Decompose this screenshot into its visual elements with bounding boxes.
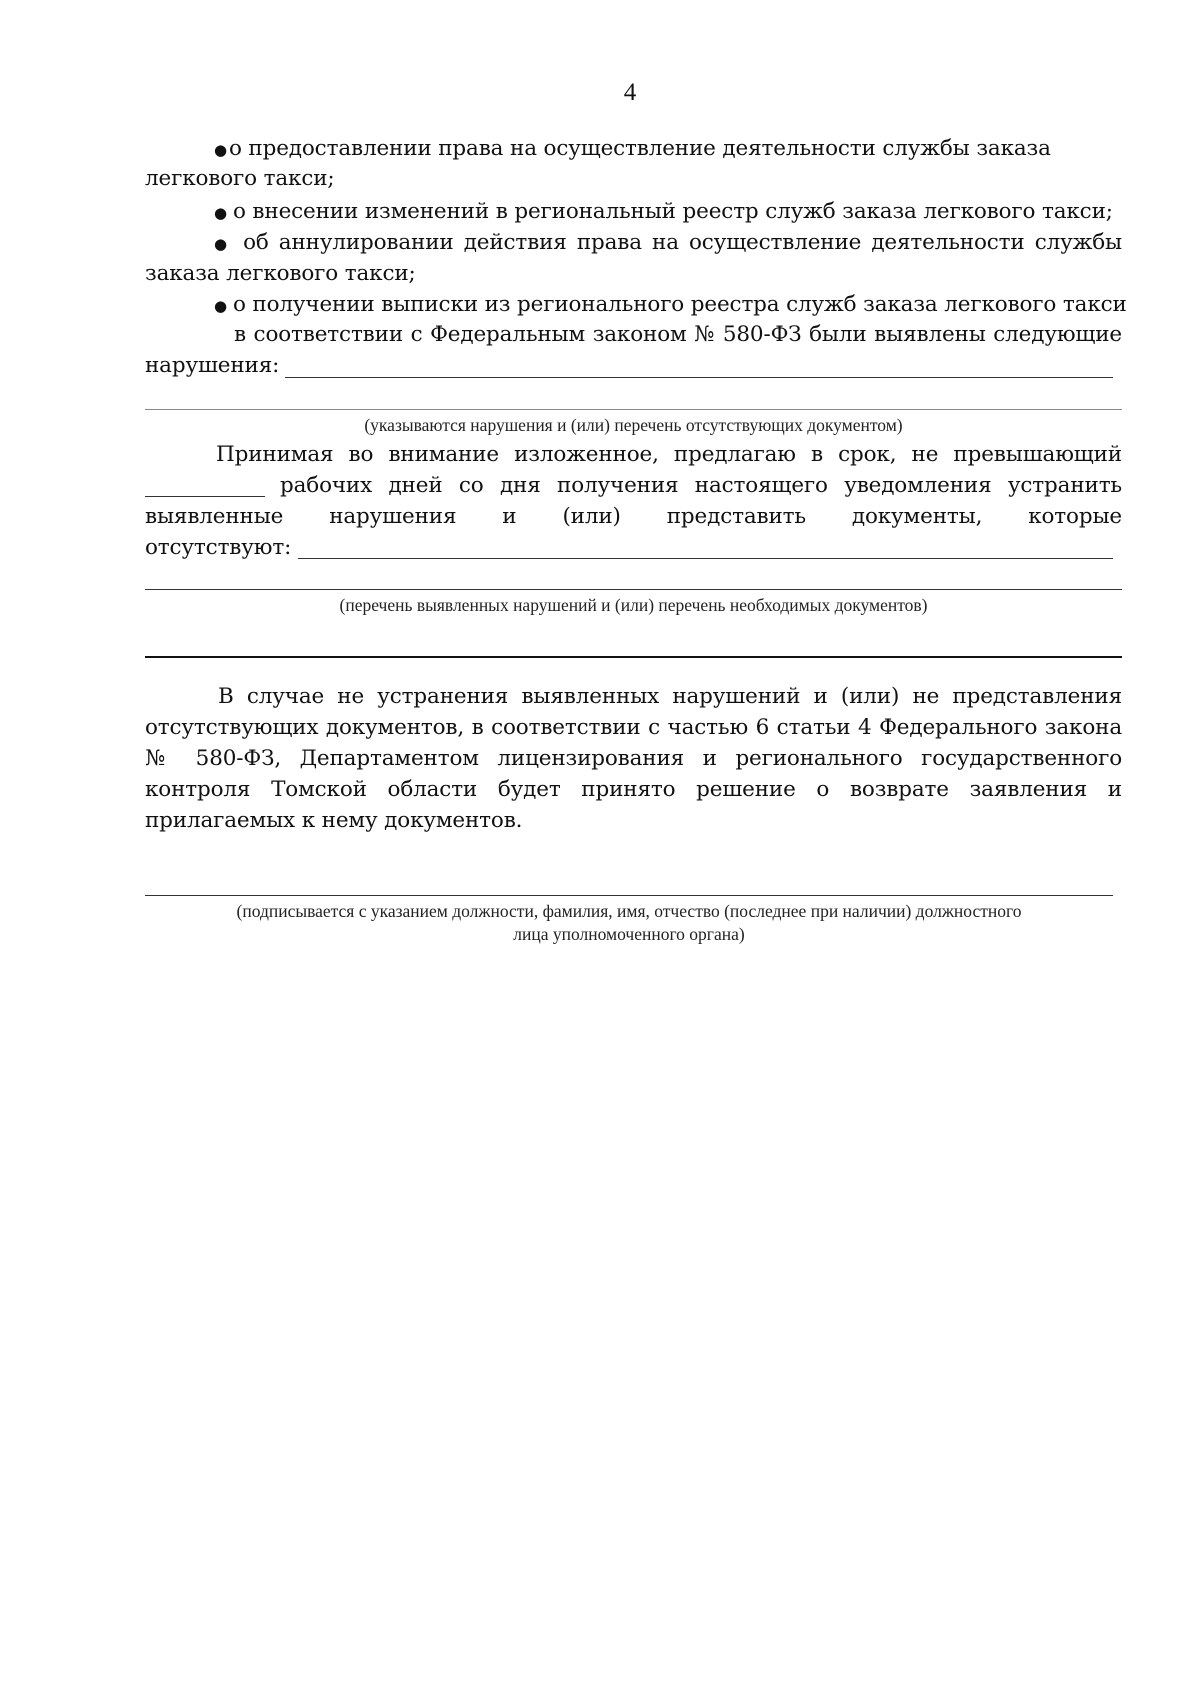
consequence-line-5: прилагаемых к нему документов. xyxy=(145,808,523,833)
deadline-blank xyxy=(145,496,265,497)
bullet-marker: ● xyxy=(214,141,227,159)
missing-caption: (перечень выявленных нарушений и (или) перечень необходимых документов) xyxy=(339,595,928,615)
proposal-line-4-label: отсутствуют: xyxy=(145,535,292,560)
proposal-line-3: выявленные нарушения и (или) представить документы, которые xyxy=(145,504,1122,529)
consequence-line-1: В случае не устранения выявленных нарушений и (или) не представления xyxy=(218,684,1122,709)
bullet-text: о внесении изменений в региональный реестр служб заказа легкового такси; xyxy=(232,199,1113,224)
bullet-item xyxy=(214,134,1064,166)
bullet-item-continuation: легкового такси; xyxy=(145,166,335,191)
violations-fill-line xyxy=(285,377,1113,378)
consequence-line-4: контроля Томской области будет принято решение о возврате заявления и xyxy=(145,777,1122,802)
missing-fill-line-3 xyxy=(145,656,1122,658)
bullet-text: о предоставлении права на осуществление деятельности службы заказа xyxy=(228,136,1051,161)
bullet-item xyxy=(214,228,1122,260)
violations-fill-line-2 xyxy=(145,409,1122,410)
bullet-item xyxy=(214,290,1127,322)
signature-line xyxy=(145,895,1113,896)
proposal-line-1: Принимая во внимание изложенное, предлагаю в срок, не превышающий xyxy=(216,442,1122,467)
bullet-text: об аннулировании действия права на осуществление деятельности службы xyxy=(243,230,1122,255)
violations-label: нарушения: xyxy=(145,353,280,378)
bullet-marker: ● xyxy=(214,204,227,222)
bullet-item xyxy=(214,197,1124,229)
consequence-line-2: отсутствующих документов, в соответствии с частью 6 статьи 4 Федерального закона xyxy=(145,715,1122,740)
bullet-text: о получении выписки из регионального реестра служб заказа легкового такси xyxy=(232,292,1127,317)
missing-fill-line xyxy=(298,558,1113,559)
signature-caption-line-1: (подписывается с указанием должности, фамилия, имя, отчество (последнее при наличии) должностного xyxy=(236,901,1022,921)
violations-caption: (указываются нарушения и (или) перечень отсутствующих документом) xyxy=(364,415,903,435)
page-number: 4 xyxy=(623,79,637,106)
conformity-line: в соответствии с Федеральным законом № 580-ФЗ были выявлены следующие xyxy=(234,322,1122,347)
consequence-line-3: № 580-ФЗ, Департаментом лицензирования и регионального государственного xyxy=(145,746,1122,771)
signature-caption-line-2: лица уполномоченного органа) xyxy=(513,924,745,944)
bullet-marker: ● xyxy=(214,297,227,315)
missing-fill-line-2 xyxy=(145,589,1122,590)
bullet-marker: ● xyxy=(214,235,227,253)
proposal-line-2: рабочих дней со дня получения настоящего уведомления устранить xyxy=(280,473,1122,498)
bullet-item-continuation: заказа легкового такси; xyxy=(145,261,416,286)
